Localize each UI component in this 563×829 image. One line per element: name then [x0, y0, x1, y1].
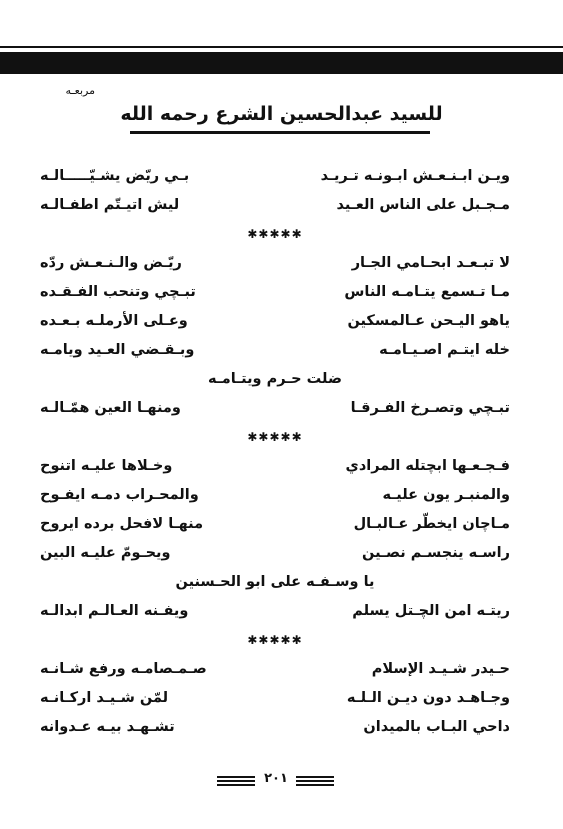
verse-first-hemistich: فـجـعـها ابچتله المرادي [345, 458, 510, 474]
verse-first-hemistich: مـا تـسمع يتـامـه الناس [344, 284, 510, 300]
verse-first-hemistich: مـجـبل على الناس العـيد [336, 197, 510, 213]
verse-row [40, 713, 510, 742]
stanza-separator [40, 626, 510, 655]
top-rule [0, 46, 563, 48]
verse-first-hemistich: حـيدر شـيـد الإسلام [371, 661, 510, 677]
verse-first-hemistich: والمنبـر يون عليـه [382, 487, 510, 503]
verse-first-hemistich: لا تبـعـد ابحـامي الجـار [351, 255, 510, 271]
verse-row [40, 191, 510, 220]
verse-row [40, 510, 510, 539]
header-bar [0, 52, 563, 74]
verse-row [40, 597, 510, 626]
verse-first-hemistich: تبـچي وتصـرخ الفـرقـا [350, 400, 510, 416]
verse-second-hemistich: منهـا لافحل برده ايروح [40, 516, 204, 532]
verse-row [40, 684, 510, 713]
verse-first-hemistich: ريتـه امن الچـتل يسلم [352, 603, 510, 619]
verse-second-hemistich: ويحـومّ عليـه البين [40, 545, 171, 561]
page-title: للسيد عبدالحسين الشرع رحمه الله [120, 103, 443, 125]
verse-row [40, 394, 510, 423]
verse-second-hemistich: ريّـض والـنـعـش ردّه [40, 255, 182, 271]
verse-second-hemistich: وعـلى الأرملـه بـعـده [40, 313, 188, 329]
stanza-separator [40, 220, 510, 249]
verse-row [40, 539, 510, 568]
footer-ornament-right [296, 776, 334, 786]
verse-row [40, 249, 510, 278]
refrain-text: يا وسـفـه على ابو الحـسنين [175, 574, 375, 590]
verse-first-hemistich: داحي البـاب بالميدان [363, 719, 510, 735]
verse-second-hemistich: ومنهـا العين همّـالـه [40, 400, 181, 416]
verse-first-hemistich: ياهو اليـحن عـالمسكين [347, 313, 510, 329]
verse-first-hemistich: ويـن ابـنـعـش ابـونـه تـريـد [320, 168, 510, 184]
refrain-text: ضلت حـرم ويتـامـه [208, 371, 342, 387]
verse-row [40, 655, 510, 684]
verse-row [40, 307, 510, 336]
separator-stars: ✱✱✱✱✱ [247, 227, 303, 241]
verse-row [40, 452, 510, 481]
refrain-line [40, 568, 510, 597]
verse-second-hemistich: ويفـنه العـالـم ابدالـه [40, 603, 189, 619]
verse-second-hemistich: تبـچي وتنحب الفـقـده [40, 284, 196, 300]
poem-body [40, 162, 510, 742]
verse-second-hemistich: تشـهـد بيـه عـدوانه [40, 719, 175, 735]
verse-first-hemistich: مـاچان ايخطّر عـالبـال [353, 516, 510, 532]
verse-row [40, 278, 510, 307]
verse-row [40, 162, 510, 191]
verse-second-hemistich: ليش اتيـتّم اطفـالـه [40, 197, 180, 213]
verse-first-hemistich: وجـاهـد دون ديـن الـلـه [346, 690, 510, 706]
verse-first-hemistich: راسـه ينجسـم نصـين [362, 545, 510, 561]
verse-row [40, 336, 510, 365]
verse-second-hemistich: صـمـصامـه ورفع شـانـه [40, 661, 207, 677]
stanza-separator [40, 423, 510, 452]
separator-stars: ✱✱✱✱✱ [247, 430, 303, 444]
verse-second-hemistich: بـي ريّض يشـيّـــــالـه [40, 168, 190, 184]
page-number: ٢٠١ [264, 771, 288, 786]
page-footer [0, 771, 563, 793]
refrain-line [40, 365, 510, 394]
separator-stars: ✱✱✱✱✱ [247, 633, 303, 647]
verse-second-hemistich: والمحـراب دمـه ايفـوح [40, 487, 199, 503]
footer-ornament-left [217, 776, 255, 786]
verse-second-hemistich: وبـقـضي العـيد ويامـه [40, 342, 195, 358]
verse-first-hemistich: خله ايتـم اصـيـامـه [379, 342, 510, 358]
verse-second-hemistich: لمّن شـيـد اركـانـه [40, 690, 169, 706]
verse-second-hemistich: وخـلاها عليـه اتنوح [40, 458, 173, 474]
section-tag: مربعـه [65, 84, 95, 97]
verse-row [40, 481, 510, 510]
title-underline [130, 131, 430, 134]
